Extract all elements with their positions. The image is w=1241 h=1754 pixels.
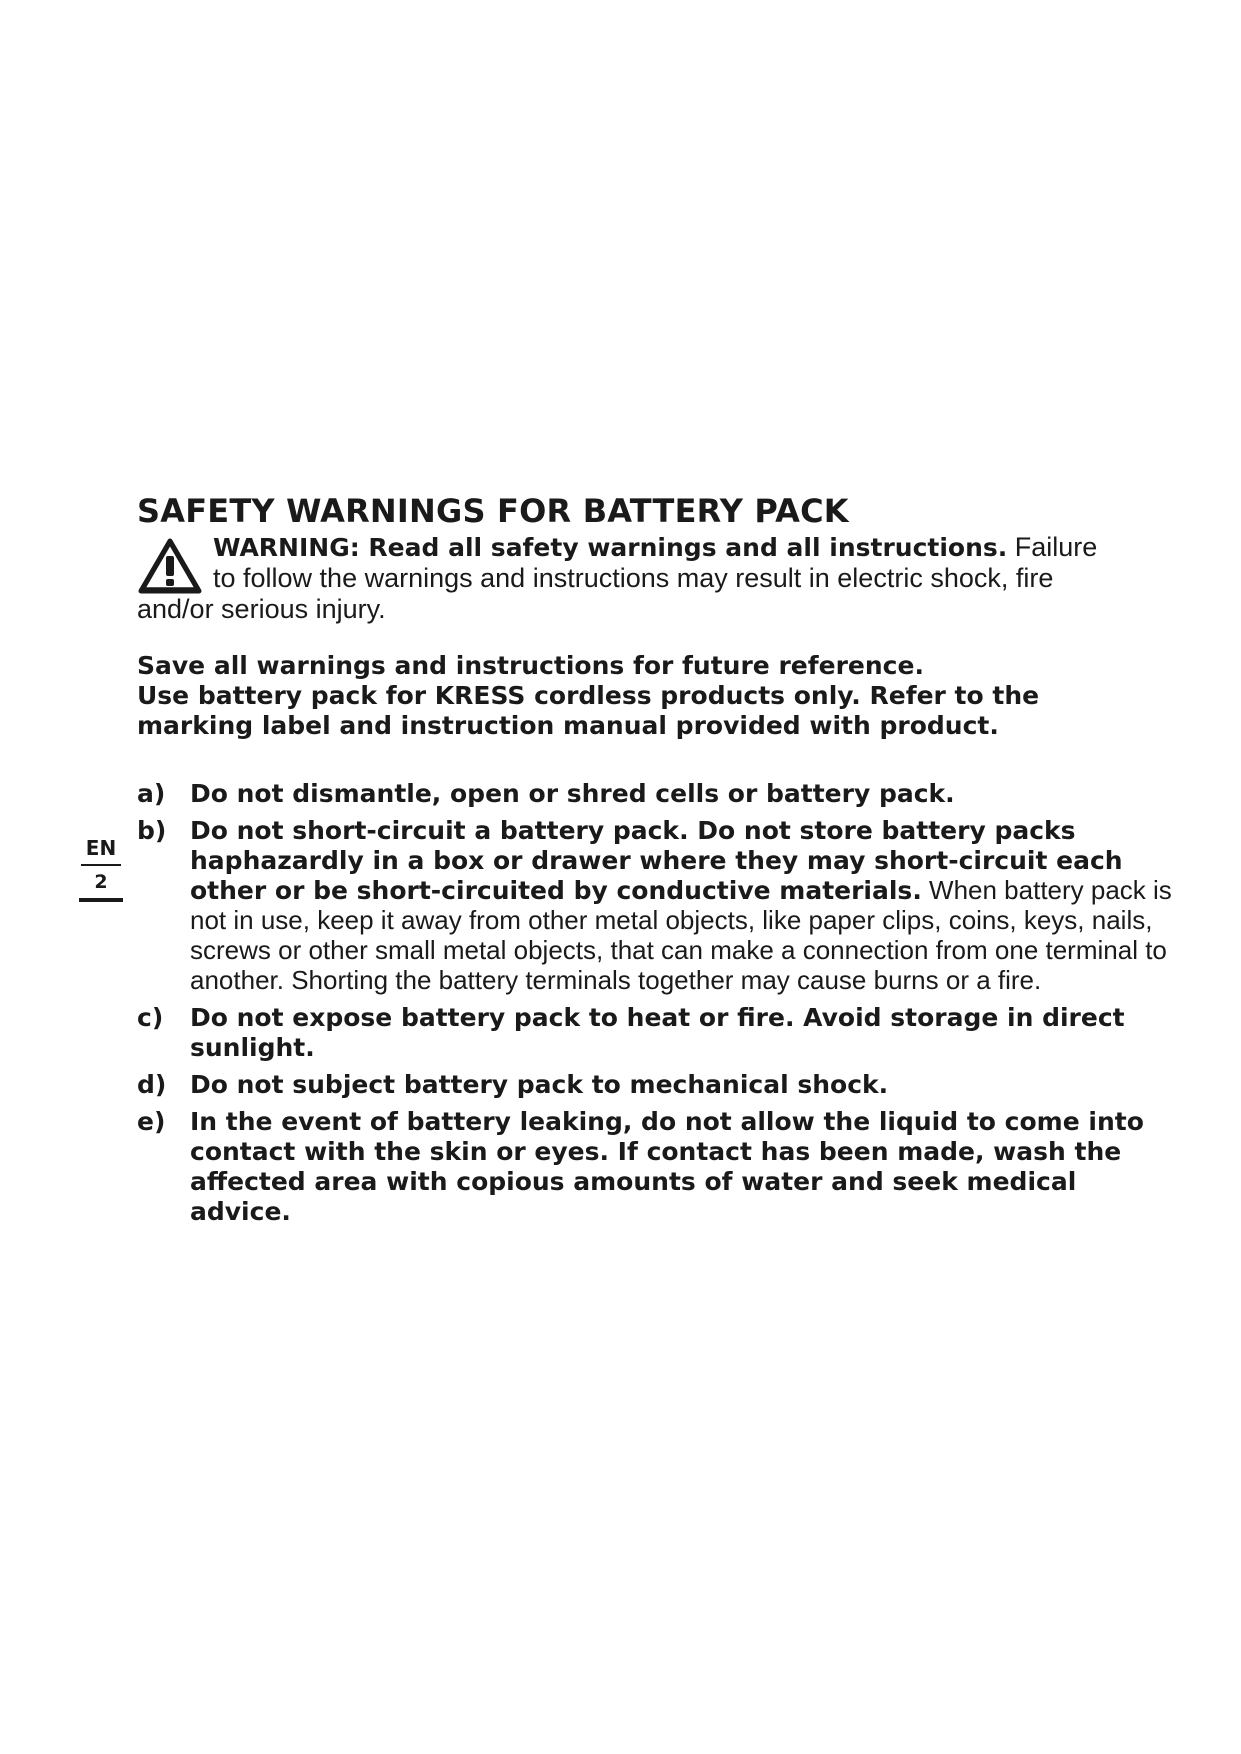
warning-line-1 — [137, 532, 1177, 563]
save-line: marking label and instruction manual provided with product. — [137, 711, 999, 740]
save-line: Save all warnings and instructions for future reference. — [137, 651, 924, 680]
tab-divider — [81, 864, 121, 866]
save-line: Use battery pack for KRESS cordless products only. Refer to the — [137, 681, 1040, 710]
list-item — [137, 1107, 1177, 1227]
list-item — [137, 816, 1177, 996]
tab-underline — [79, 898, 123, 902]
warning-line-3 — [137, 594, 1177, 625]
warning-line-2 — [137, 563, 1177, 594]
item-letter: e) — [137, 1107, 166, 1136]
item-bold-text: Do not short-circuit a battery pack. Do not store battery packs haphazardly in a box or drawer where they may short-circuit each other or be short-circuited by conductive materials. — [190, 816, 1123, 905]
warning-text-2: to follow the warnings and instructions may result in electric shock, fire — [213, 563, 1054, 593]
warning-text-3: and/or serious injury. — [137, 594, 386, 624]
item-letter: b) — [137, 816, 167, 845]
list-item — [137, 1003, 1177, 1063]
warning-list — [137, 779, 1177, 1227]
item-bold-text: Do not subject battery pack to mechanical shock. — [190, 1070, 889, 1099]
warning-triangle-icon — [137, 536, 203, 596]
page-title: SAFETY WARNINGS FOR BATTERY PACK — [137, 492, 849, 530]
item-bold-text: In the event of battery leaking, do not allow the liquid to come into contact with the skin or eyes. If contact has been made, wash the affected area with copious amounts of water and seek medical advice. — [190, 1107, 1144, 1226]
list-item — [137, 1070, 1177, 1100]
document-body — [137, 492, 1177, 1234]
item-letter: c) — [137, 1003, 164, 1032]
item-letter: a) — [137, 779, 166, 808]
warning-text-1: Failure — [1007, 532, 1098, 562]
page-side-tab — [76, 836, 126, 902]
item-plain-text: When battery pack is not in use, keep it away from other metal objects, like paper clips, coins, keys, nails, screws or other small metal objects, that can make a connection from one terminal to another. Shorting the battery terminals together may cause burns or a fire. — [190, 875, 1172, 995]
warning-heading: WARNING: Read all safety warnings and all instructions. — [213, 533, 1008, 562]
item-bold-text: Do not dismantle, open or shred cells or battery pack. — [190, 779, 955, 808]
page-number: 2 — [94, 871, 108, 893]
language-label: EN — [85, 836, 117, 860]
list-item — [137, 779, 1177, 809]
warning-notice — [137, 532, 1177, 625]
item-letter: d) — [137, 1070, 167, 1099]
save-instructions — [137, 651, 1177, 741]
item-bold-text: Do not expose battery pack to heat or fire. Avoid storage in direct sunlight. — [190, 1003, 1125, 1062]
